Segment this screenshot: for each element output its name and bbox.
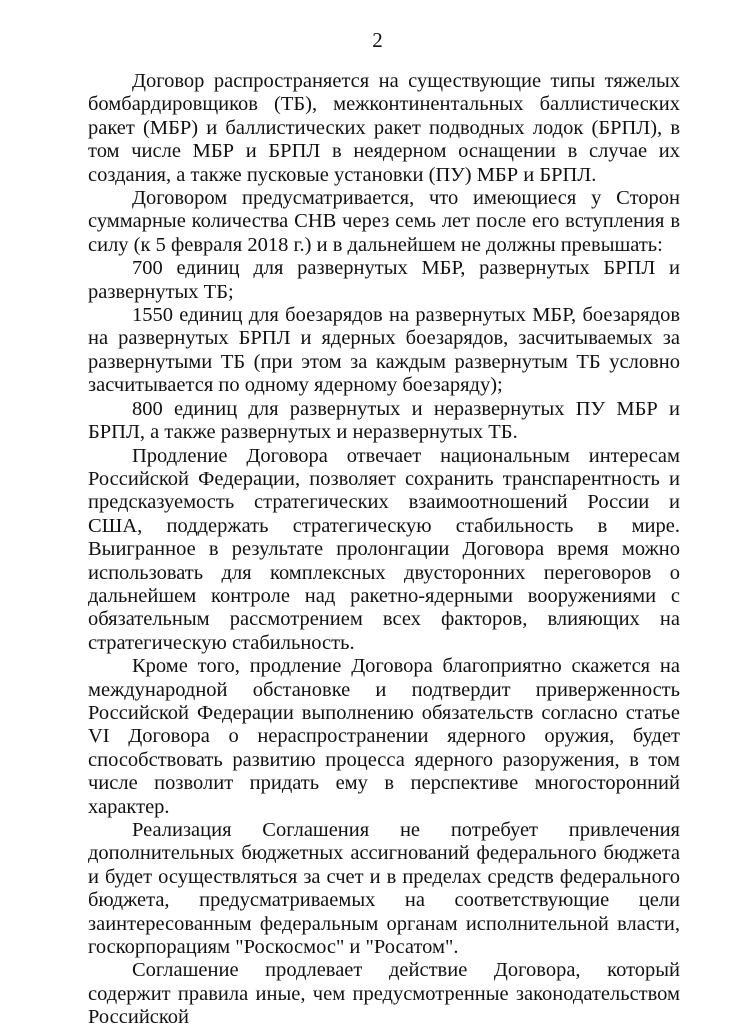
paragraph-international-impact: Кроме того, продление Договора благоприятно скажется на международной обстановке и подтвердит приверженность Российской Федерации выполнению обязательств согласно статье VI Договора о нераспространении ядерного оружия, будет способствовать развитию процесса ядерного разоружения, в том числе позволит придать ему в перспективе многосторонний характер.	[88, 655, 680, 818]
paragraph-treaty-scope: Договор распространяется на существующие типы тяжелых бомбардировщиков (ТБ), межконтинентальных баллистических ракет (МБР) и баллистических ракет подводных лодок (БРПЛ), в том числе МБР и БРПЛ в неядерном оснащении в случае их создания, а также пусковые установки (ПУ) МБР и БРПЛ.	[88, 70, 680, 186]
paragraph-limit-800: 800 единиц для развернутых и неразвернутых ПУ МБР и БРПЛ, а также развернутых и неразвернутых ТБ.	[88, 397, 680, 444]
paragraph-agreement-extension: Соглашение продлевает действие Договора, который содержит правила иные, чем предусмотренные законодательством Российской	[88, 959, 680, 1029]
paragraph-limit-1550: 1550 единиц для боезарядов на развернутых МБР, боезарядов на развернутых БРПЛ и ядерных боезарядов, засчитываемых за развернутыми ТБ (при этом за каждым развернутым ТБ условно засчитывается по одному ядерному боезаряду);	[88, 304, 680, 397]
document-body	[88, 70, 680, 1030]
page-number: 2	[372, 28, 383, 52]
paragraph-budget: Реализация Соглашения не потребует привлечения дополнительных бюджетных ассигнований федерального бюджета и будет осуществляться за счет и в пределах средств федерального бюджета, предусматриваемых на соответствующие цели заинтересованным федеральным органам исполнительной власти, госкорпорациям "Роскосмос" и "Росатом".	[88, 819, 680, 959]
paragraph-treaty-limits-intro: Договором предусматривается, что имеющиеся у Сторон суммарные количества СНВ через семь лет после его вступления в силу (к 5 февраля 2018 г.) и в дальнейшем не должны превышать:	[88, 187, 680, 256]
paragraph-limit-700: 700 единиц для развернутых МБР, развернутых БРПЛ и развернутых ТБ;	[88, 257, 680, 303]
paragraph-national-interests: Продление Договора отвечает национальным интересам Российской Федерации, позволяет сохранить транспарентность и предсказуемость стратегических взаимоотношений России и США, поддержать стратегическую стабильность в мире. Выигранное в результате пролонгации Договора время можно использовать для комплексных двусторонних переговоров о дальнейшем контроле над ракетно-ядерными вооружениями с обязательным рассмотрением всех факторов, влияющих на стратегическую стабильность.	[88, 444, 680, 654]
